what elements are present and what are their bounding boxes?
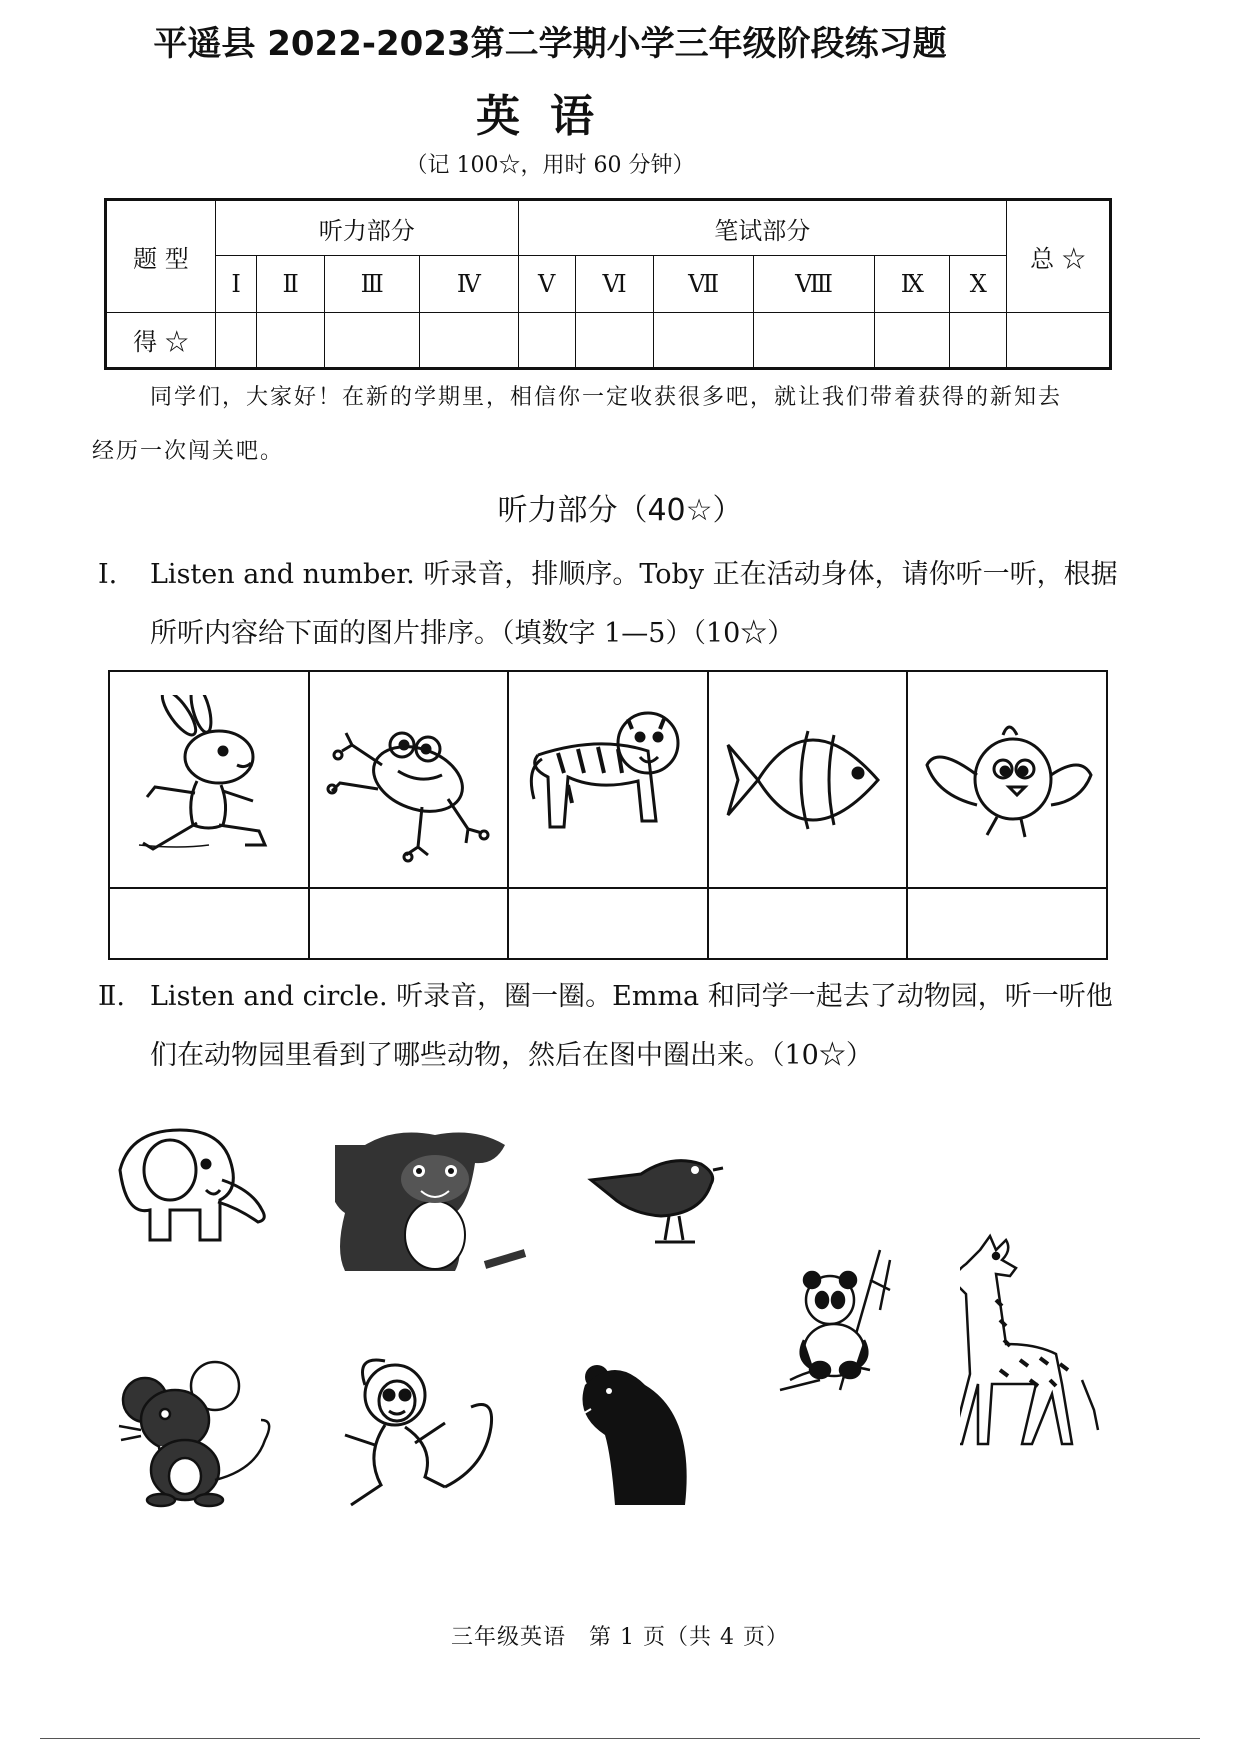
q1-answer-cell[interactable] bbox=[309, 888, 509, 959]
q2-number: Ⅱ. bbox=[98, 981, 125, 1012]
bird-flying-icon bbox=[917, 695, 1097, 865]
rabbit-running-icon bbox=[119, 695, 299, 865]
q1-pic-cell bbox=[309, 671, 509, 888]
q1-pic-cell bbox=[109, 671, 309, 888]
q2-line-1 bbox=[98, 968, 1138, 1026]
score-cell[interactable] bbox=[950, 312, 1007, 368]
col-10: Ⅹ bbox=[950, 256, 1007, 312]
fish-icon bbox=[718, 695, 898, 865]
score-cell[interactable] bbox=[518, 312, 575, 368]
q1-pic-cell bbox=[907, 671, 1107, 888]
col-9: Ⅸ bbox=[875, 256, 950, 312]
col-8: Ⅷ bbox=[754, 256, 875, 312]
col-3: Ⅲ bbox=[325, 256, 420, 312]
panda-icon[interactable] bbox=[770, 1240, 920, 1400]
q1-picture-table bbox=[108, 670, 1108, 960]
bear-icon[interactable] bbox=[575, 1355, 695, 1515]
score-cell[interactable] bbox=[257, 312, 325, 368]
q1-answer-cell[interactable] bbox=[109, 888, 309, 959]
col-5: Ⅴ bbox=[518, 256, 575, 312]
score-cell[interactable] bbox=[420, 312, 518, 368]
q1-answer-cell[interactable] bbox=[907, 888, 1107, 959]
frog-jumping-icon bbox=[318, 695, 498, 865]
page-footer: 三年级英语 第 1 页（共 4 页） bbox=[451, 1625, 789, 1650]
score-cell[interactable] bbox=[575, 312, 653, 368]
q1-line-1 bbox=[98, 546, 1138, 604]
q1-answer-cell[interactable] bbox=[508, 888, 708, 959]
tiger-icon bbox=[518, 695, 698, 865]
q1-number: Ⅰ. bbox=[98, 559, 118, 590]
score-cell[interactable] bbox=[754, 312, 875, 368]
q1-line-2: 所听内容给下面的图片排序。（填数字 1—5）（10☆） bbox=[150, 618, 795, 649]
total-score-cell[interactable] bbox=[1007, 312, 1111, 368]
dog-icon[interactable] bbox=[335, 1125, 535, 1275]
col-2: Ⅱ bbox=[257, 256, 325, 312]
score-cell[interactable] bbox=[325, 312, 420, 368]
score-cell[interactable] bbox=[216, 312, 257, 368]
row-label-type: 题 型 bbox=[106, 200, 216, 313]
elephant-icon[interactable] bbox=[110, 1120, 280, 1260]
exam-title: 平遥县 2022-2023第二学期小学三年级阶段练习题 bbox=[153, 24, 947, 64]
q2-text: Listen and circle. 听录音，圈一圈。Emma 和同学一起去了动物园，听一听他 bbox=[150, 981, 1113, 1012]
row-label-score: 得 ☆ bbox=[106, 312, 216, 368]
total-label: 总 ☆ bbox=[1007, 200, 1111, 313]
subject-title: 英语 bbox=[476, 91, 624, 142]
giraffe-icon[interactable] bbox=[960, 1230, 1100, 1450]
score-table bbox=[104, 198, 1112, 370]
col-6: Ⅵ bbox=[575, 256, 653, 312]
col-4: Ⅳ bbox=[420, 256, 518, 312]
score-time-note: （记 100☆，用时 60 分钟） bbox=[405, 153, 695, 178]
bottom-divider bbox=[40, 1738, 1200, 1739]
bird-icon[interactable] bbox=[585, 1140, 725, 1250]
score-cell[interactable] bbox=[654, 312, 754, 368]
score-cell[interactable] bbox=[875, 312, 950, 368]
monkey-icon[interactable] bbox=[335, 1355, 505, 1515]
section-title: 听力部分（40☆） bbox=[497, 493, 743, 528]
col-1: Ⅰ bbox=[216, 256, 257, 312]
intro-line-1: 同学们，大家好！在新的学期里，相信你一定收获很多吧，就让我们带着获得的新知去 bbox=[150, 385, 1063, 410]
mouse-icon[interactable] bbox=[115, 1360, 275, 1510]
q1-pic-cell bbox=[708, 671, 908, 888]
group-listening: 听力部分 bbox=[216, 200, 519, 256]
q1-text: Listen and number. 听录音，排顺序。Toby 正在活动身体，请你听一听，根据 bbox=[150, 559, 1118, 590]
q1-answer-cell[interactable] bbox=[708, 888, 908, 959]
q2-line-2: 们在动物园里看到了哪些动物，然后在图中圈出来。（10☆） bbox=[150, 1040, 873, 1071]
q1-pic-cell bbox=[508, 671, 708, 888]
group-writing: 笔试部分 bbox=[518, 200, 1006, 256]
intro-line-2: 经历一次闯关吧。 bbox=[92, 439, 285, 464]
col-7: Ⅶ bbox=[654, 256, 754, 312]
